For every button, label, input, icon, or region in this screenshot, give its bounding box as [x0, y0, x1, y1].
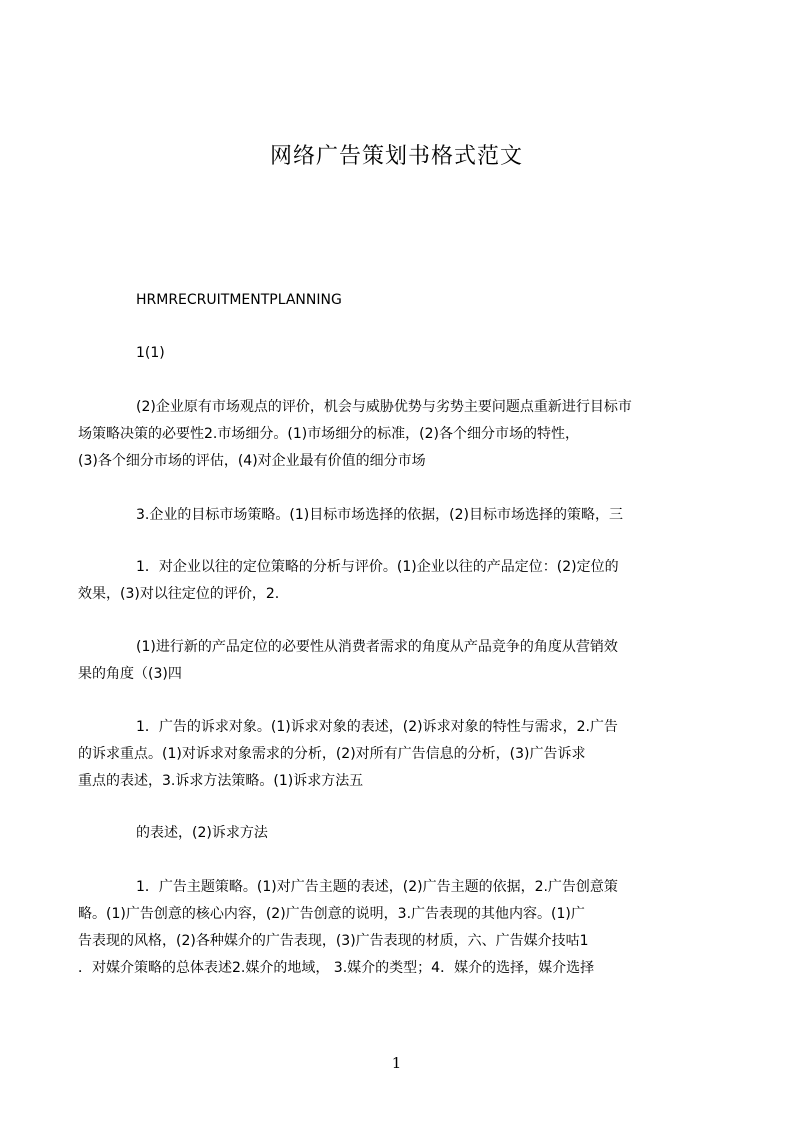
paragraph-7 [78, 714, 703, 795]
paragraph-4 [107, 502, 703, 529]
paragraph-1 [107, 287, 703, 314]
paragraph-line: 重点的表述，3.诉求方法策略。(1)诉求方法五 [78, 773, 364, 789]
document-title: 网络广告策划书格式范文 [269, 144, 523, 169]
paragraph-line: ．对媒介策略的总体表述2.媒介的地域， 3.媒介的类型；4．媒介的选择，媒介选择 [78, 960, 595, 976]
paragraph-2 [107, 340, 703, 367]
paragraph-line: HRMRECRUITMENTPLANNING [136, 292, 342, 308]
paragraph-line: (3)各个细分市场的评估，(4)对企业最有价值的细分市场 [78, 453, 426, 469]
paragraph-5 [78, 554, 703, 608]
paragraph-8 [107, 820, 703, 847]
paragraph-line: (1)进行新的产品定位的必要性从消费者需求的角度从产品竞争的角度从营销效 [136, 639, 618, 655]
paragraph-line: 1．对企业以往的定位策略的分析与评价。(1)企业以往的产品定位：(2)定位的 [136, 559, 619, 575]
paragraph-line: (2)企业原有市场观点的评价，机会与威胁优势与劣势主要问题点重新进行目标市 [136, 399, 632, 415]
paragraph-6 [78, 634, 703, 688]
paragraph-line: 的表述，(2)诉求方法 [136, 825, 268, 841]
paragraph-line: 3.企业的目标市场策略。(1)目标市场选择的依据，(2)目标市场选择的策略，三 [136, 507, 624, 523]
paragraph-line: 略。(1)广告创意的核心内容，(2)广告创意的说明，3.广告表现的其他内容。(1)广 [78, 906, 585, 922]
paragraph-line: 1．广告主题策略。(1)对广告主题的表述，(2)广告主题的依据，2.广告创意策 [136, 879, 618, 895]
paragraph-line: 1(1) [136, 345, 165, 361]
paragraph-line: 的诉求重点。(1)对诉求对象需求的分析，(2)对所有广告信息的分析，(3)广告诉求 [78, 746, 586, 762]
paragraph-line: 效果，(3)对以往定位的评价，2. [78, 586, 280, 602]
paragraph-line: 场策略决策的必要性2.市场细分。(1)市场细分的标准，(2)各个细分市场的特性， [78, 426, 580, 442]
paragraph-line: 果的角度（(3)四 [78, 666, 182, 682]
paragraph-line: 1．广告的诉求对象。(1)诉求对象的表述，(2)诉求对象的特性与需求，2.广告 [136, 719, 618, 735]
paragraph-9 [78, 874, 703, 982]
paragraph-line: 告表现的风格，(2)各种媒介的广告表现，(3)广告表现的材质，六、广告媒介技咕1 [78, 933, 589, 949]
paragraph-3 [78, 394, 703, 475]
page-number: 1 [391, 1054, 402, 1072]
